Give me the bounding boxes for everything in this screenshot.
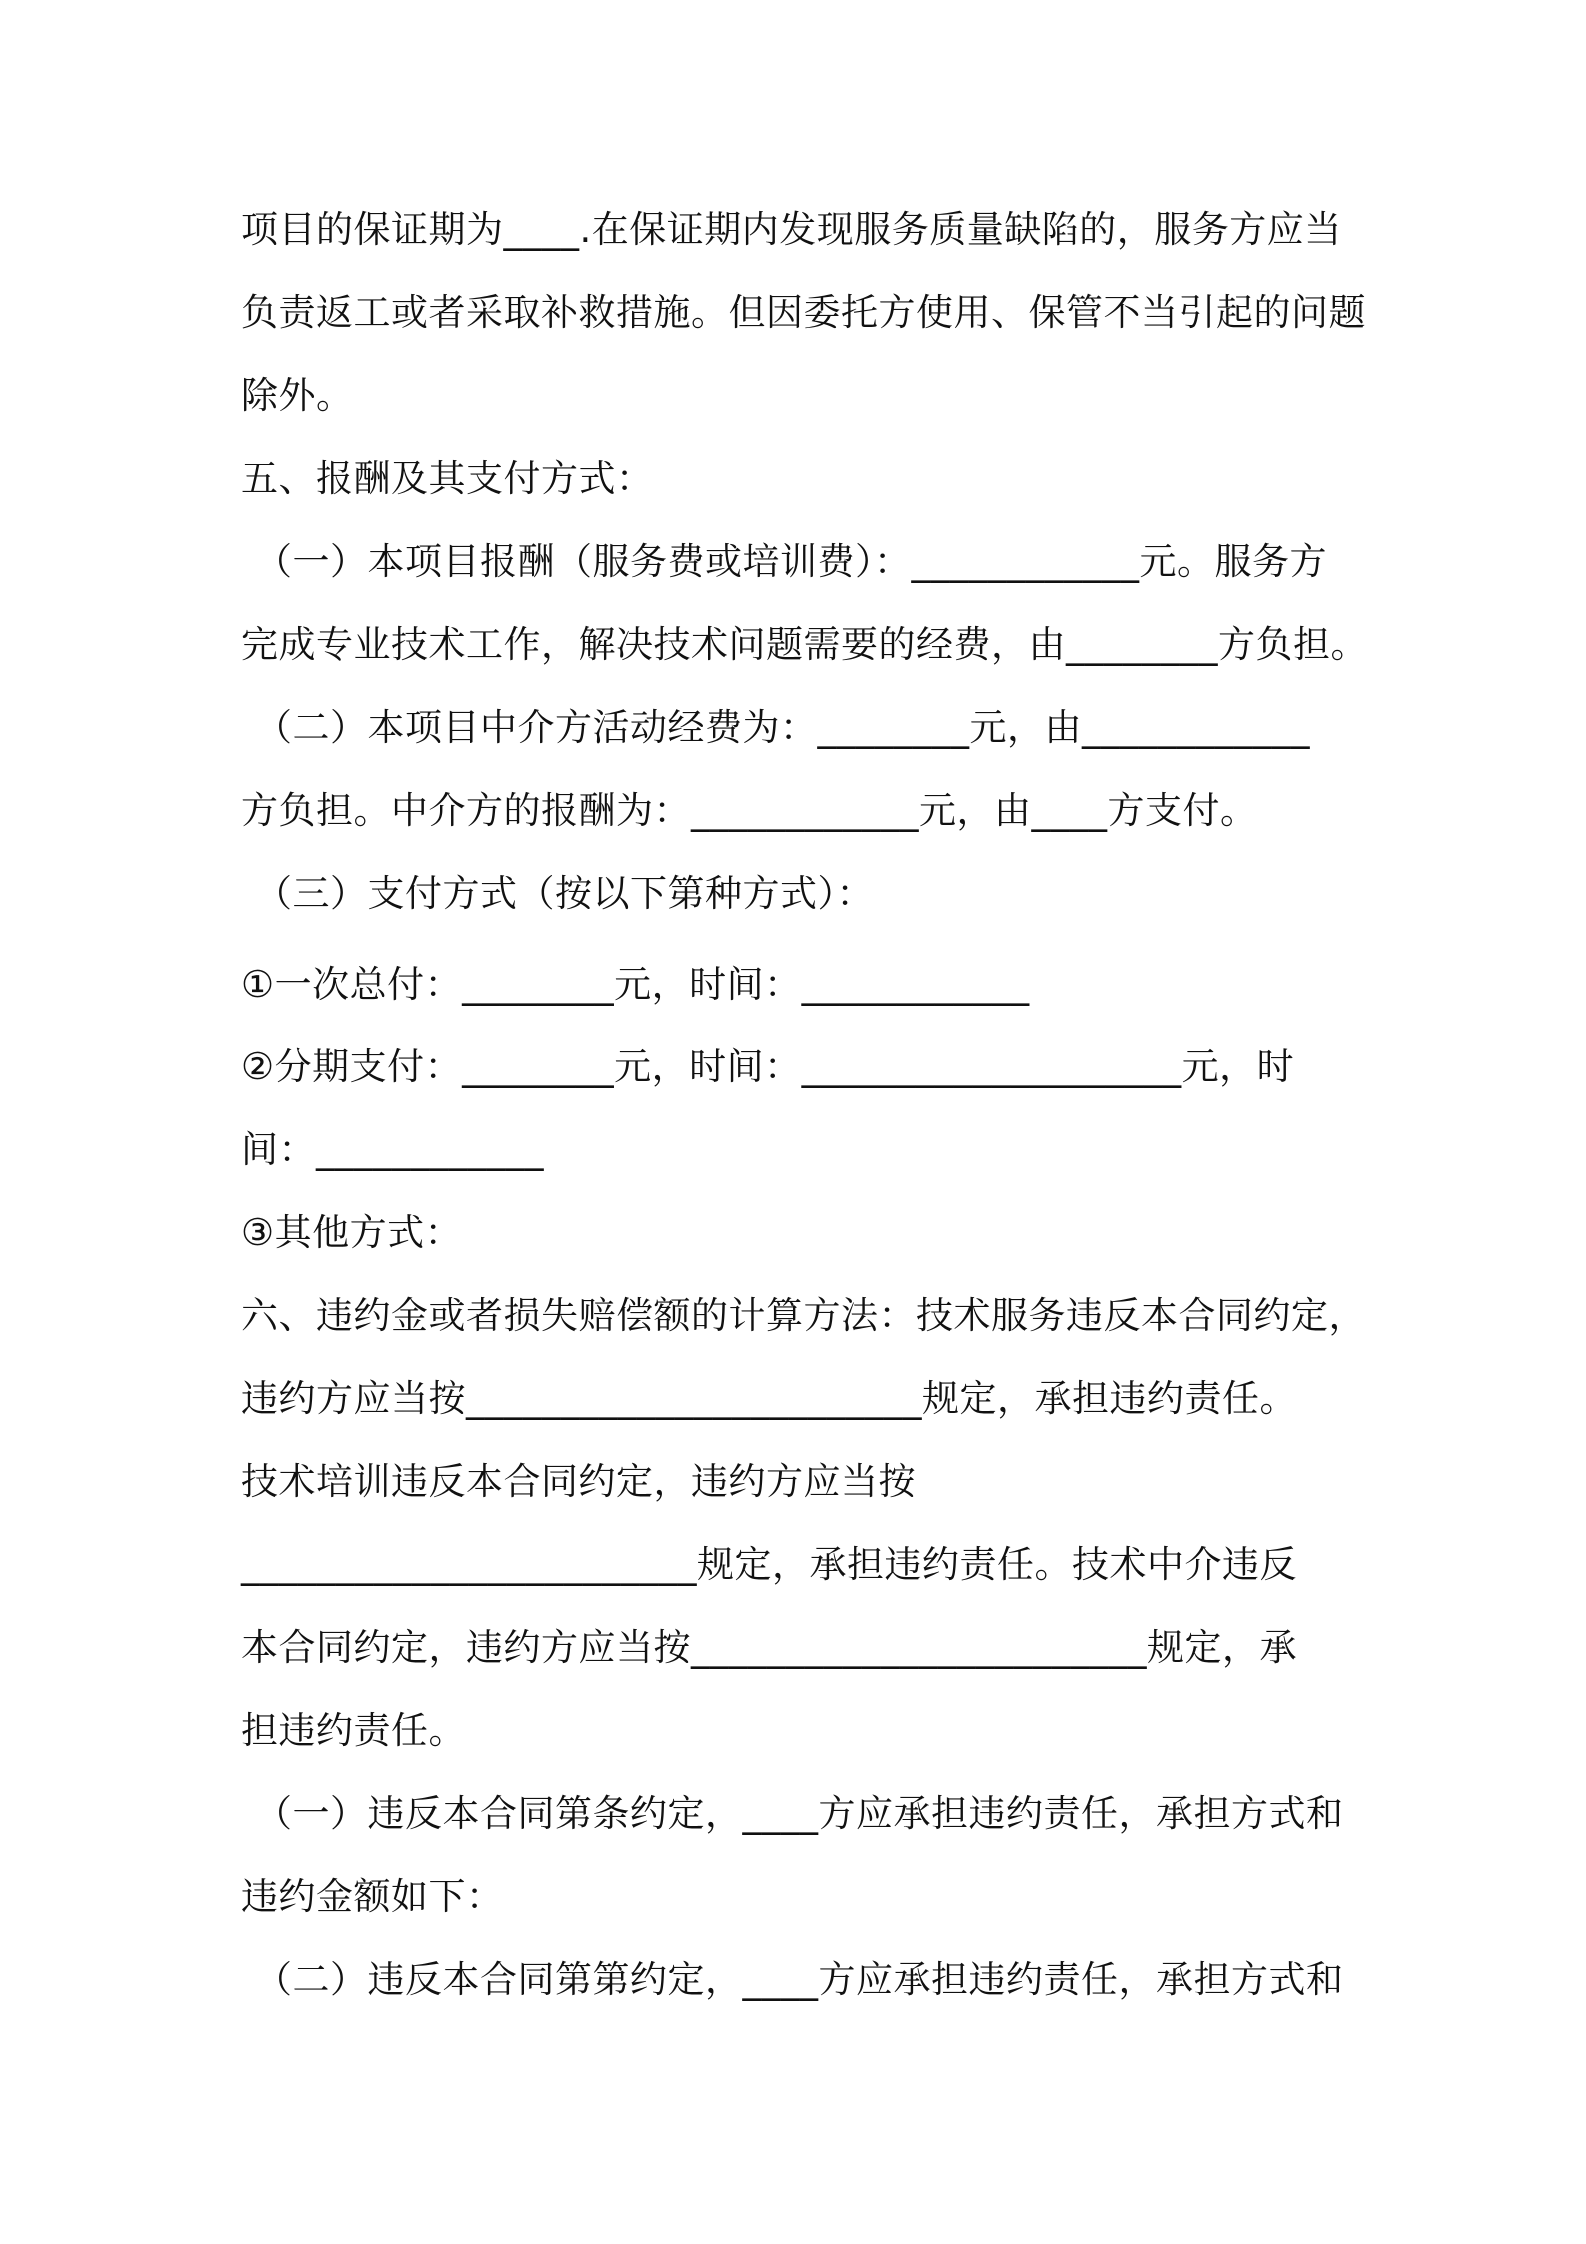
text-line: （二）违反本合同第第约定，____方应承担违约责任，承担方式和 <box>255 1958 1344 2001</box>
text-line: ③其他方式： <box>241 1211 463 1254</box>
text-line: 技术培训违反本合同约定，违约方应当按 <box>241 1460 916 1503</box>
text-line: 违约金额如下： <box>241 1875 504 1918</box>
text-line: （一）本项目报酬（服务费或培训费）：____________元。服务方 <box>255 540 1327 583</box>
text-line: 本合同约定，违约方应当按________________________规定，承 <box>241 1626 1297 1669</box>
text-line: （二）本项目中介方活动经费为：________元，由____________ <box>255 706 1310 749</box>
text-line: 间：____________ <box>241 1128 544 1171</box>
section-heading: 六、违约金或者损失赔偿额的计算方法：技术服务违反本合同约定， <box>241 1294 1366 1337</box>
section-heading: 五、报酬及其支付方式： <box>241 457 654 500</box>
text-line: 担违约责任。 <box>241 1709 466 1752</box>
text-line: 除外。 <box>241 374 354 417</box>
text-line: 负责返工或者采取补救措施。但因委托方使用、保管不当引起的问题 <box>241 291 1366 334</box>
text-line: ①一次总付：________元，时间：____________ <box>241 963 1030 1006</box>
text-line: ②分期支付：________元，时间：____________________元，时 <box>241 1045 1295 1088</box>
text-line: ________________________规定，承担违约责任。技术中介违反 <box>241 1543 1297 1586</box>
text-line: （三）支付方式（按以下第种方式）： <box>255 872 874 915</box>
text-line: 方负担。中介方的报酬为：____________元，由____方支付。 <box>241 789 1258 832</box>
text-line: （一）违反本合同第条约定，____方应承担违约责任，承担方式和 <box>255 1792 1344 1835</box>
text-line: 违约方应当按________________________规定，承担违约责任。 <box>241 1377 1297 1420</box>
text-line: 完成专业技术工作，解决技术问题需要的经费，由________方负担。 <box>241 623 1368 666</box>
text-line: 项目的保证期为____.在保证期内发现服务质量缺陷的，服务方应当 <box>241 208 1342 251</box>
